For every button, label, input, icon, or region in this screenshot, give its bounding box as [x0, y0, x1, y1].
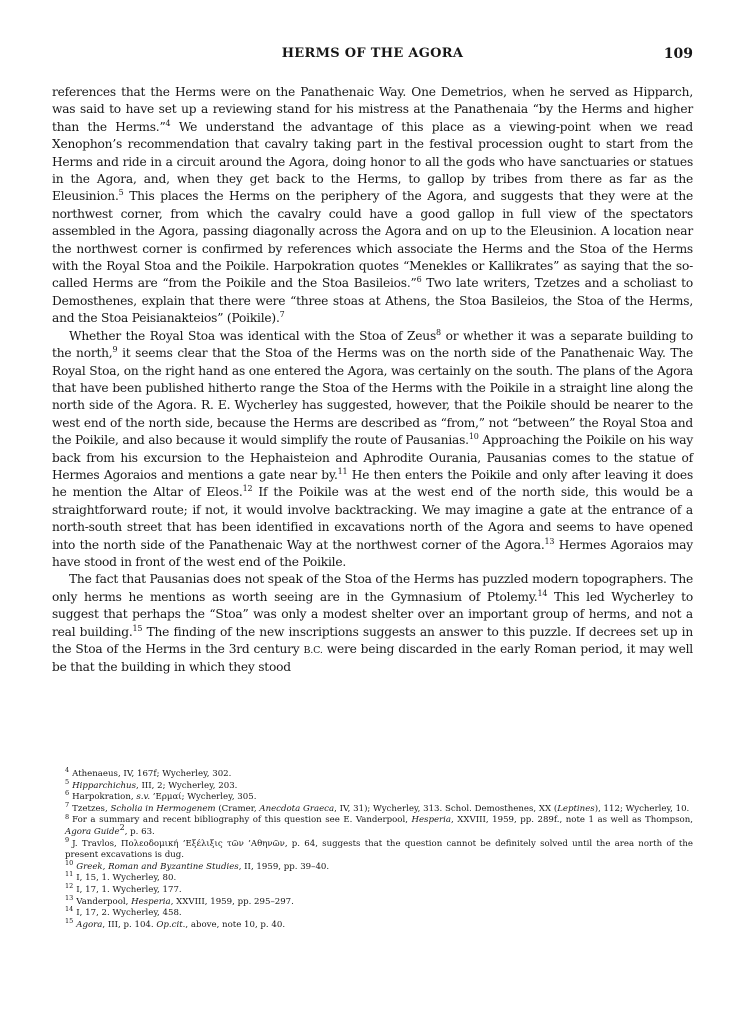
- footnote-mark: 14: [65, 905, 74, 914]
- footnotes: [52, 766, 693, 931]
- footnote-text: ’Ερμαί; Wycherley, 305.: [150, 792, 257, 803]
- footnote-title: Scholia in Hermogenem: [110, 803, 216, 814]
- footnote-mark: 5: [65, 777, 70, 786]
- paragraph-2-text-g: Hermes Agoraios may have stood in front of the west end of the Poikile.: [52, 537, 693, 569]
- footnote-mark: 13: [65, 893, 74, 902]
- footnote-11: [52, 870, 693, 885]
- footnote-ref-8: 8: [436, 327, 441, 337]
- paragraph-3: [52, 571, 693, 676]
- footnote-text: J. Travlos, Πολεοδομική ’Εξέλιξις τῶν ’Αθηνῶν, p. 64, suggests that the question cannot be definitely solved until the area north of the present excavations is dug.: [65, 838, 693, 861]
- footnote-8: [52, 812, 693, 838]
- footnote-mark: 9: [65, 835, 70, 844]
- footnote-ref-15: 15: [132, 623, 143, 633]
- footnote-mark: 15: [65, 916, 74, 925]
- footnote-7: [52, 800, 693, 816]
- footnote-text: , p. 63.: [124, 826, 155, 837]
- footnote-14: [52, 905, 693, 920]
- footnote-mark: 12: [65, 882, 74, 891]
- footnote-text: , III, 2; Wycherley, 203.: [136, 780, 238, 791]
- footnote-mark: 6: [65, 789, 70, 798]
- footnote-text: Tzetzes,: [72, 803, 111, 814]
- footnote-text: , XXVIII, 1959, pp. 295–297.: [170, 896, 294, 907]
- footnote-text: ), 112; Wycherley, 10.: [594, 803, 690, 814]
- paragraph-2-text-c: it seems clear that the Stoa of the Herms was on the north side of the Panathenaic Way. The Royal Stoa, on the right hand as one entered the Agora, was certainly on the south. The plans of the Agora that have been published hitherto range the Stoa of the Herms with the Poikile in a straight line along the north side of the Agora. R. E. Wycherley has suggested, however, that the Poikile should be nearer to the west end of the north side, because the Herms are described as “from,” not “between” the Royal Stoa and the Poikile, and also because it would simplify the route of Pausanias.: [52, 346, 694, 448]
- footnote-text: , above, note 10, p. 40.: [185, 919, 286, 930]
- footnote-text: I, 17, 1. Wycherley, 177.: [76, 884, 182, 895]
- page-header: [52, 46, 693, 66]
- paragraph-1-text-b: We understand the advantage of this place as a viewing-point when we read Xenophon’s recommendation that cavalry taking part in the festival procession ought to start from the Herms and ride in a circuit around the Agora, doing honor to all the gods who have sanctuaries or statues in the Agora, and, when they get back to the Herms, to gallop by tribes from there as far as the Eleusinion.: [52, 119, 694, 204]
- footnote-text: , II, 1959, pp. 39–40.: [238, 861, 330, 872]
- footnote-ref-4: 4: [165, 118, 171, 128]
- footnote-title: Agora: [76, 919, 103, 930]
- footnote-mark: 7: [65, 800, 70, 809]
- footnote-ref-7: 7: [279, 310, 285, 320]
- footnote-mark: 8: [65, 812, 70, 821]
- paragraph-2-text-a: Whether the Royal Stoa was identical with the Stoa of Zeus: [69, 328, 437, 343]
- footnote-text: Harpokration,: [72, 792, 137, 803]
- paragraph-1: [52, 84, 693, 328]
- footnote-title: Hesperia: [131, 896, 171, 907]
- footnote-6: [52, 789, 693, 804]
- footnote-title: Op.cit.: [156, 919, 186, 930]
- footnote-5: [52, 777, 693, 793]
- footnote-italic: s.v.: [136, 792, 151, 803]
- paragraph-2-text-f: If the Poikile was at the west end of the north side, this would be a straightforward route; if not, it would involve backtracking. We may imagine a gate at the entrance of a north-south street that has been identified in excavations north of the Agora and seems to have opened into the north side of the Panathenaic Way at the northwest corner of the Agora.: [52, 485, 693, 552]
- footnote-ref-10: 10: [468, 432, 479, 442]
- footnote-ref-6: 6: [416, 275, 422, 285]
- footnote-10: [52, 858, 693, 874]
- footnote-title: Greek, Roman and Byzantine Studies: [76, 861, 239, 872]
- footnote-title: Hipparchichus: [72, 780, 137, 791]
- footnote-title: Hesperia: [411, 815, 452, 826]
- footnote-title: Agora Guide: [65, 826, 120, 837]
- running-head: HERMS OF THE AGORA: [281, 46, 464, 61]
- footnote-title: Anecdota Graeca: [259, 803, 335, 814]
- footnote-15: [52, 916, 693, 932]
- paragraph-2-text-e: He then enters the Poikile and only after leaving it does he mention the Altar of Eleos.: [52, 467, 694, 500]
- footnote-text: I, 15, 1. Wycherley, 80.: [76, 873, 177, 884]
- footnote-ref-12: 12: [242, 484, 253, 494]
- paragraph-2-text-b: or whether it was a separate building to the north,: [52, 328, 694, 361]
- era-abbreviation: B.C.: [303, 645, 323, 656]
- footnote-text: , III, p. 104.: [102, 919, 157, 930]
- footnote-text: Vanderpool,: [76, 896, 132, 907]
- footnote-text: For a summary and recent bibliography of this question see E. Vanderpool,: [72, 815, 412, 826]
- paragraph-3-text-a: The fact that Pausanias does not speak of the Stoa of the Herms has puzzled modern topographers. The only herms he mentions as worth seeing are in the Gymnasium of Ptolemy.: [52, 572, 693, 604]
- footnote-text: Athenaeus, IV, 167f; Wycherley, 302.: [72, 769, 232, 779]
- body-text: [52, 84, 693, 677]
- paragraph-2-text-d: Approaching the Poikile on his way back from his excursion to the Hephaisteion and Aphrodite Ourania, Pausanias comes to the statue of Hermes Agoraios and mentions a gate near by.: [52, 433, 694, 482]
- footnote-mark: 4: [65, 766, 70, 775]
- footnote-ref-11: 11: [337, 466, 348, 476]
- paragraph-1-text-d: Two late writers, Tzetzes and a scholiast to Demosthenes, explain that there were “three stoas at Athens, the Stoa Basileios, the Stoa of the Herms, and the Stoa Peisianakteios” (Poikile).: [52, 276, 693, 326]
- footnote-text: I, 17, 2. Wycherley, 458.: [76, 908, 182, 919]
- paragraph-3-text-b: This led Wycherley to suggest that perhaps the “Stoa” was only a modest shelter over an important group of herms, and not a real building.: [52, 589, 693, 639]
- paragraph-2: [52, 328, 693, 572]
- footnote-title: Leptines: [557, 803, 595, 814]
- paragraph-3-text-c: The finding of the new inscriptions suggests an answer to this puzzle. If decrees set up in the Stoa of the Herms in the 3rd century: [52, 624, 693, 656]
- paragraph-3-text-d: were being discarded in the early Roman period, it may well be that the building in which they stood: [52, 642, 693, 675]
- footnote-ref-14: 14: [537, 588, 548, 598]
- footnote-text: , XXVIII, 1959, pp. 289f., note 1 as well as Thompson,: [451, 815, 693, 826]
- footnote-4: [52, 766, 693, 781]
- footnote-12: [52, 882, 693, 897]
- footnote-ref-5: 5: [118, 188, 124, 198]
- footnote-mark: 10: [65, 858, 74, 867]
- footnote-13: [52, 893, 693, 909]
- footnote-ref-9: 9: [112, 345, 118, 355]
- edition-superscript: 2: [119, 823, 125, 833]
- footnote-text: , IV, 31); Wycherley, 313. Schol. Demosthenes, XX (: [334, 803, 558, 814]
- footnote-9: [52, 835, 693, 862]
- paragraph-1-text-a: references that the Herms were on the Panathenaic Way. One Demetrios, when he served as Hipparch, was said to have set up a reviewing stand for his mistress at the Panathenaia “by the Herms and higher than the Herms.”: [52, 85, 693, 134]
- page-number: 109: [663, 46, 693, 62]
- paragraph-1-text-c: This places the Herms on the periphery of the Agora, and suggests that they were at the northwest corner, from which the cavalry could have a good gallop in full view of the spectators assembled in the Agora, passing diagonally across the Agora and on up to the Eleusinion. A location near the northwest corner is confirmed by references which associate the Herms and the Stoa of the Herms with the Royal Stoa and the Poikile. Harpokration quotes “Menekles or Kallikrates” as saying that the so-called Herms are “from the Poikile and the Stoa Basileios.”: [52, 189, 693, 291]
- footnote-mark: 11: [65, 870, 74, 879]
- footnote-ref-13: 13: [544, 536, 555, 546]
- footnote-text: (Cramer,: [215, 803, 260, 814]
